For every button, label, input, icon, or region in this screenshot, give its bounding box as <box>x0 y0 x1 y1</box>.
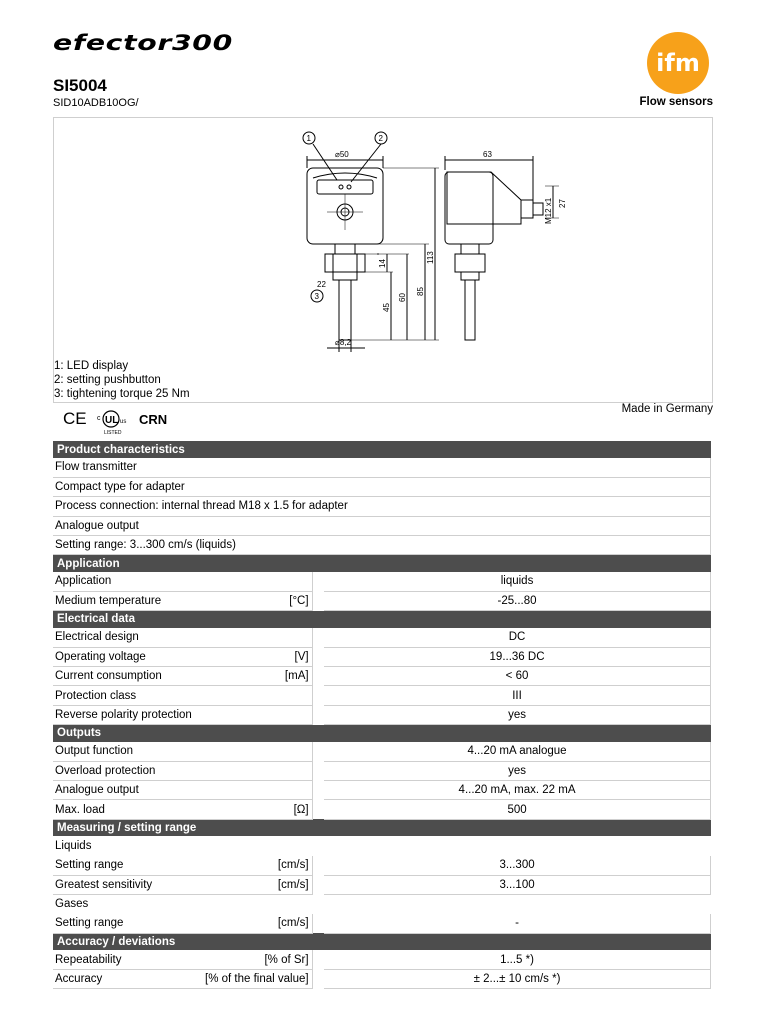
table-row <box>53 914 711 933</box>
table-row <box>53 591 711 610</box>
ifm-logo <box>646 31 710 95</box>
row-unit <box>203 780 312 799</box>
row-unit <box>203 572 312 591</box>
table-row <box>53 497 711 516</box>
section-title: Outputs <box>53 725 711 742</box>
row-label: Overload protection <box>53 761 203 780</box>
table-subheading <box>53 836 711 855</box>
section-header <box>53 933 711 950</box>
row-value: -25...80 <box>324 591 710 610</box>
made-in: Made in Germany <box>621 403 713 415</box>
row-label: Current consumption <box>53 667 203 686</box>
legend-item: 2: setting pushbutton <box>54 374 161 386</box>
ul-us: us <box>120 419 127 425</box>
row-value: 3...100 <box>324 875 710 894</box>
row-unit <box>203 742 312 761</box>
callout-3: 3 <box>314 292 319 301</box>
table-row <box>53 800 711 819</box>
row-label: Medium temperature <box>53 591 203 610</box>
table-row <box>53 742 711 761</box>
certification-marks <box>60 406 190 438</box>
callout-2: 2 <box>378 134 383 143</box>
section-header <box>53 611 711 628</box>
table-row <box>53 875 711 894</box>
table-row <box>53 970 711 989</box>
row-unit: [cm/s] <box>203 856 312 875</box>
characteristic: Setting range: 3...300 cm/s (liquids) <box>53 536 711 555</box>
table-row <box>53 516 711 535</box>
row-value: DC <box>324 628 710 647</box>
subheading-liquids: Liquids <box>55 839 92 852</box>
section-header <box>53 725 711 742</box>
row-label: Greatest sensitivity <box>53 875 203 894</box>
ul-c: c <box>97 415 101 422</box>
dim-thread: M12 x1 <box>544 197 553 224</box>
row-label: Accuracy <box>53 970 203 989</box>
row-value: liquids <box>324 572 710 591</box>
row-unit: [cm/s] <box>203 914 312 933</box>
table-row <box>53 458 711 477</box>
table-row <box>53 536 711 555</box>
table-row <box>53 628 711 647</box>
dim-width-side: 63 <box>483 150 492 159</box>
brand-text: efector300 <box>53 33 233 55</box>
row-value: 1...5 *) <box>324 950 710 969</box>
row-label: Output function <box>53 742 203 761</box>
brand-wordmark <box>53 33 235 55</box>
section-header <box>53 555 711 572</box>
dim-14: 14 <box>378 259 387 268</box>
row-unit: [V] <box>203 647 312 666</box>
dim-113: 113 <box>426 251 435 264</box>
characteristic: Process connection: internal thread M18 x 1.5 for adapter <box>53 497 711 516</box>
section-header <box>53 441 711 458</box>
row-value: - <box>324 914 710 933</box>
ifm-logo-text: ifm <box>656 49 700 77</box>
row-label: Max. load <box>53 800 203 819</box>
characteristic: Compact type for adapter <box>53 477 711 496</box>
dim-wrench: 22 <box>317 280 326 289</box>
section-title: Accuracy / deviations <box>53 933 711 950</box>
row-value: ± 2...± 10 cm/s *) <box>324 970 710 989</box>
technical-drawing <box>229 124 649 360</box>
section-title: Product characteristics <box>53 441 711 458</box>
row-value: 3...300 <box>324 856 710 875</box>
article-code: SID10ADB10OG/ <box>53 97 139 109</box>
row-label: Operating voltage <box>53 647 203 666</box>
technical-drawing-box <box>53 117 713 403</box>
row-value: yes <box>324 705 710 724</box>
characteristic: Flow transmitter <box>53 458 711 477</box>
ce-mark: CE <box>63 409 87 428</box>
table-row <box>53 572 711 591</box>
legend-item: 3: tightening torque 25 Nm <box>54 388 190 400</box>
row-label: Repeatability <box>53 950 203 969</box>
row-label: Setting range <box>53 914 203 933</box>
ul-listed: LISTED <box>104 430 122 436</box>
row-unit: [% of the final value] <box>203 970 312 989</box>
section-header <box>53 819 711 836</box>
row-unit: [Ω] <box>203 800 312 819</box>
row-unit: [mA] <box>203 667 312 686</box>
row-unit <box>203 705 312 724</box>
row-unit: [°C] <box>203 591 312 610</box>
table-row <box>53 647 711 666</box>
dim-45: 45 <box>382 303 391 312</box>
table-row <box>53 780 711 799</box>
table-row <box>53 667 711 686</box>
dim-connector-height: 27 <box>558 199 567 208</box>
row-label: Reverse polarity protection <box>53 705 203 724</box>
crn-mark: CRN <box>139 412 168 427</box>
callout-1: 1 <box>306 134 311 143</box>
characteristic: Analogue output <box>53 516 711 535</box>
section-title: Electrical data <box>53 611 711 628</box>
table-row <box>53 856 711 875</box>
table-row <box>53 705 711 724</box>
row-value: yes <box>324 761 710 780</box>
dim-85: 85 <box>416 287 425 296</box>
row-label: Analogue output <box>53 780 203 799</box>
table-row <box>53 950 711 969</box>
product-model: SI5004 <box>53 76 107 95</box>
row-label: Electrical design <box>53 628 203 647</box>
row-unit <box>203 761 312 780</box>
product-category: Flow sensors <box>639 96 713 108</box>
section-title: Measuring / setting range <box>53 819 711 836</box>
table-row <box>53 761 711 780</box>
row-value: 4...20 mA, max. 22 mA <box>324 780 710 799</box>
dim-diameter-top: ⌀50 <box>335 150 349 159</box>
row-unit: [cm/s] <box>203 875 312 894</box>
legend-item: 1: LED display <box>54 360 129 372</box>
dim-diameter-probe: ⌀8,2 <box>335 338 351 347</box>
table-row <box>53 477 711 496</box>
dim-60: 60 <box>398 293 407 302</box>
drawing-legend <box>54 359 190 401</box>
table-row <box>53 686 711 705</box>
row-label: Setting range <box>53 856 203 875</box>
row-unit <box>203 628 312 647</box>
ul-mark: UL <box>105 415 119 426</box>
row-value: 19...36 DC <box>324 647 710 666</box>
row-unit: [% of Sr] <box>203 950 312 969</box>
subheading-gases: Gases <box>55 898 89 911</box>
row-value: III <box>324 686 710 705</box>
specification-table <box>53 441 711 989</box>
row-value: 500 <box>324 800 710 819</box>
row-value: 4...20 mA analogue <box>324 742 710 761</box>
row-unit <box>203 686 312 705</box>
section-title: Application <box>53 555 711 572</box>
row-label: Application <box>53 572 203 591</box>
table-subheading <box>53 894 711 913</box>
row-value: < 60 <box>324 667 710 686</box>
row-label: Protection class <box>53 686 203 705</box>
